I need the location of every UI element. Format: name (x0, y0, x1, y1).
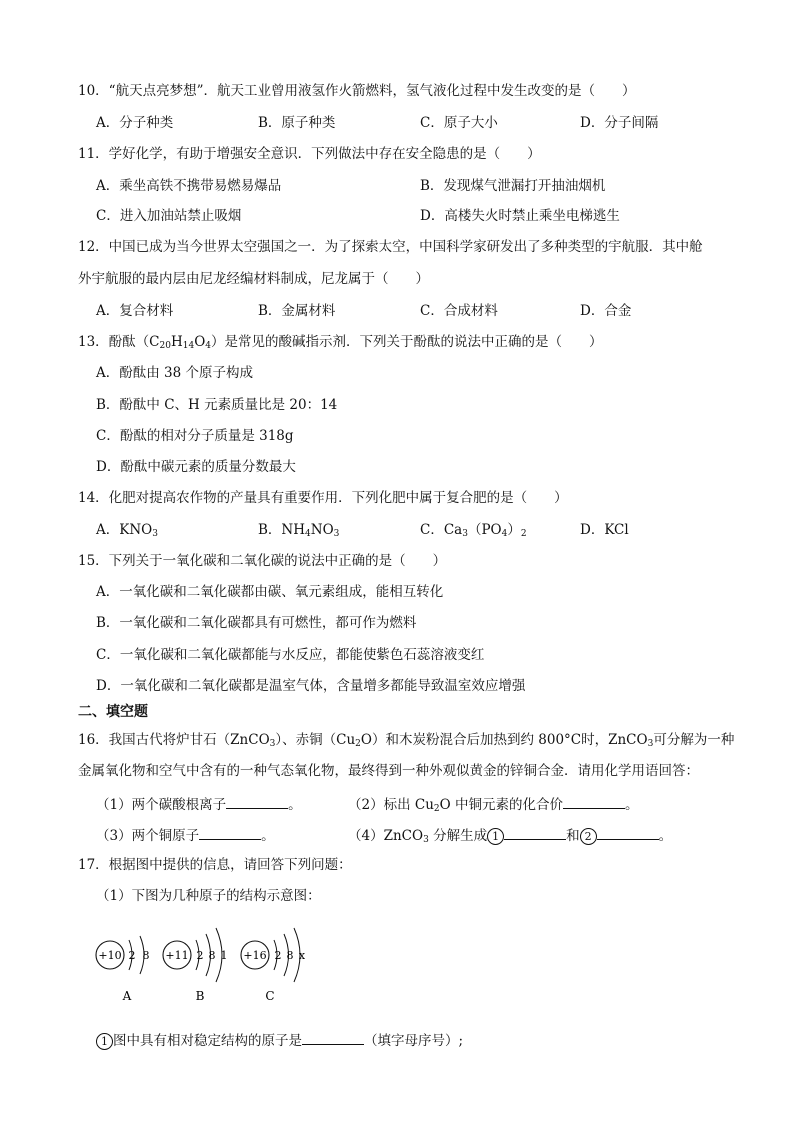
atom-b-shell-2: 8 (208, 949, 216, 962)
q11-option-b: B．发现煤气泄漏打开抽油烟机 (420, 178, 606, 194)
q16-stem-line1: 16．我国古代将炉甘石（ZnCO$_3$）、赤铜$(Cu_2O)$和木炭粉混合后加热到约 800°C时，ZnCO$_3$可分解为一种 (78, 732, 735, 749)
atom-c-nucleus: +16 (243, 949, 267, 962)
q12-stem-line1: 12．中国已成为当今世界太空强国之一．为了探索太空，中国科学家研发出了多种类型的宇航服．其中舱 (78, 239, 703, 255)
q11-stem: 11．学好化学，有助于增强安全意识．下列做法中存在安全隐患的是（ ） (78, 146, 541, 162)
q13-stem: 13．酚酞$(C_{20}H_{14}O_4)$是常见的酸碱指示剂．下列关于酚酞的说法中正确的是（ ） (78, 334, 603, 351)
answer-blank[interactable] (563, 794, 625, 809)
atom-c-label: C (265, 989, 275, 1003)
q13-option-a: A．酚酞由 38 个原子构成 (96, 365, 254, 381)
answer-blank[interactable] (226, 794, 288, 809)
q12-option-a: A．复合材料 (96, 303, 174, 319)
atom-c-shell-1: 2 (274, 949, 282, 962)
q12-option-d: D．合金 (580, 303, 632, 319)
q14-stem: 14．化肥对提高农作物的产量具有重要作用．下列化肥中属于复合肥的是（ ） (78, 490, 568, 506)
atom-a-label: A (122, 989, 132, 1003)
q17-stem: 17．根据图中提供的信息，请回答下列问题： (78, 857, 352, 873)
answer-blank[interactable] (504, 825, 566, 840)
q17-part1: （1）下图为几种原子的结构示意图： (96, 888, 321, 904)
q12-stem-line2: 外宇航服的最内层由尼龙经编材料制成，尼龙属于（ ） (78, 271, 429, 287)
q15-option-a: A．一氧化碳和二氧化碳都由碳、氧元素组成，能相互转化 (96, 584, 444, 600)
q16-stem-line2: 金属氧化物和空气中含有的一种气态氧化物，最终得到一种外观似黄金的锌铜合金．请用化学用语回答： (78, 763, 699, 779)
atom-a-nucleus: +10 (98, 949, 122, 962)
atom-b-shell-1: 2 (196, 949, 204, 962)
q14-option-a: A．$KNO_3$ (96, 522, 158, 539)
answer-blank[interactable] (302, 1030, 364, 1045)
q10-option-d: D．分子间隔 (580, 115, 659, 131)
atom-b-nucleus: +11 (165, 949, 189, 962)
atom-b-diagram (163, 928, 228, 1003)
atom-b-label: B (195, 989, 205, 1003)
q15-option-d: D．一氧化碳和二氧化碳都是温室气体，含量增多都能导致温室效应增强 (96, 678, 526, 694)
atom-a-shell-1: 2 (128, 949, 136, 962)
q10-option-a: A．分子种类 (96, 115, 174, 131)
atom-c-shell-3: x (298, 949, 306, 962)
q15-option-c: C．一氧化碳和二氧化碳都能与水反应，都能使紫色石蕊溶液变红 (96, 647, 485, 663)
answer-blank[interactable] (597, 825, 659, 840)
q12-option-b: B．金属材料 (258, 303, 336, 319)
section-heading: 二、填空题 (78, 704, 148, 720)
q15-option-b: B．一氧化碳和二氧化碳都具有可燃性，都可作为燃料 (96, 615, 417, 631)
atom-a-diagram (96, 936, 150, 1003)
atom-c-shell-2: 8 (286, 949, 294, 962)
q11-option-a: A．乘坐高铁不携带易燃易爆品 (96, 178, 282, 194)
q15-stem: 15．下列关于一氧化碳和二氧化碳的说法中正确的是（ ） (78, 553, 447, 569)
q11-option-d: D．高楼失火时禁止乘坐电梯逃生 (420, 208, 620, 224)
q12-option-c: C．合成材料 (420, 303, 498, 319)
q11-option-c: C．进入加油站禁止吸烟 (96, 208, 242, 224)
q10-option-c: C．原子大小 (420, 115, 498, 131)
q16-part3: （3）两个铜原子 。 (96, 825, 275, 845)
circled-number-1: 1 (487, 828, 504, 845)
atom-b-shell-3: 1 (220, 949, 228, 962)
q13-option-b: B．酚酞中 C、H 元素质量比是 20：14 (96, 397, 338, 413)
q10-option-b: B．原子种类 (258, 115, 336, 131)
circled-number-1: 1 (96, 1033, 113, 1050)
q16-part2: （2）标出 $Cu_2O$ 中铜元素的化合价 。 (348, 794, 639, 814)
q13-option-c: C．酚酞的相对分子质量是 318g (96, 428, 294, 444)
q14-option-d: D．KCl (580, 522, 629, 538)
atom-a-shell-2: 8 (142, 949, 150, 962)
q16-part1: （1）两个碳酸根离子 。 (96, 794, 302, 814)
atom-c-diagram (241, 928, 306, 1003)
q10-stem: 10．“航天点亮梦想”．航天工业曾用液氢作火箭燃料，氢气液化过程中发生改变的是（ ） (78, 83, 636, 99)
circled-number-2: 2 (580, 828, 597, 845)
atom-structure-diagram (90, 918, 330, 1008)
q17-subquestion-1: 1 图中具有相对稳定结构的原子是 （填字母序号）; (96, 1030, 463, 1050)
q14-option-c: C．$Ca_3(PO_4)_2$ (420, 522, 527, 539)
answer-blank[interactable] (199, 825, 261, 840)
q14-option-b: B．$NH_4NO_3$ (258, 522, 340, 539)
q16-part4: （4）ZnCO$_3$ 分解生成 1 和 2 。 (348, 825, 672, 845)
q13-option-d: D．酚酞中碳元素的质量分数最大 (96, 459, 296, 475)
